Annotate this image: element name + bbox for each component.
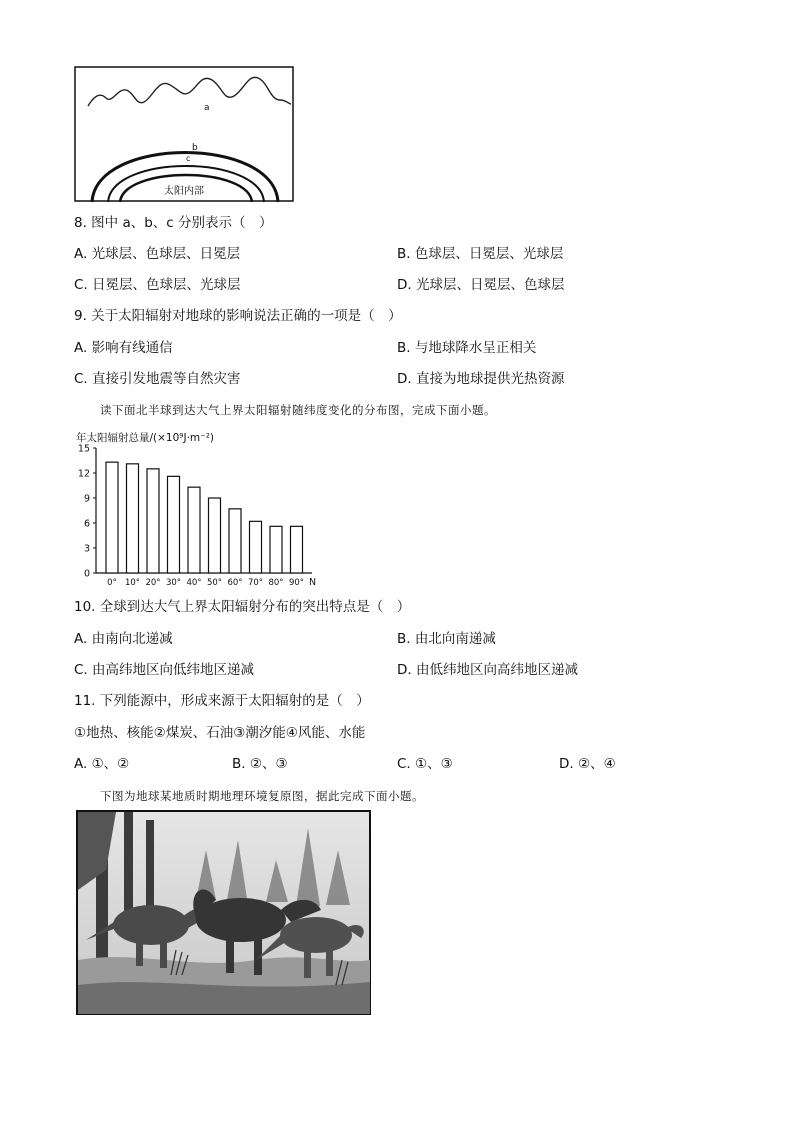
- q11-option-c[interactable]: C. ①、③: [397, 756, 453, 772]
- x-tick-label: 20°: [145, 578, 161, 588]
- x-tick-label: 0°: [107, 578, 117, 588]
- bar: [291, 526, 303, 573]
- y-tick-label: 3: [83, 543, 90, 555]
- question-10-stem: 10. 全球到达大气上界太阳辐射分布的突出特点是（ ）: [74, 599, 411, 615]
- q10-option-a[interactable]: A. 由南向北递减: [74, 631, 173, 647]
- q11-option-b[interactable]: B. ②、③: [232, 756, 288, 772]
- q9-option-a[interactable]: A. 影响有线通信: [74, 340, 173, 356]
- x-tick-label: 90°: [288, 578, 305, 588]
- y-tick-label: 12: [77, 468, 90, 480]
- q9-option-d[interactable]: D. 直接为地球提供光热资源: [397, 371, 565, 387]
- bar: [270, 526, 282, 573]
- q10-option-d[interactable]: D. 由低纬地区向高纬地区递减: [397, 662, 578, 678]
- q10-option-b[interactable]: B. 由北向南递减: [397, 631, 496, 647]
- chart-ylabel: 年太阳辐射总量/(×10⁹J·m⁻²): [76, 432, 215, 444]
- y-tick-label: 9: [83, 493, 90, 505]
- q8-option-b[interactable]: B. 色球层、日冕层、光球层: [397, 246, 564, 262]
- x-tick-label: 50°: [206, 578, 223, 588]
- q10-option-c[interactable]: C. 由高纬地区向低纬地区递减: [74, 662, 255, 678]
- bar: [147, 469, 159, 573]
- y-tick-label: 6: [83, 518, 90, 530]
- x-tick-label: 60°: [227, 578, 243, 588]
- label-a: a: [204, 103, 210, 113]
- bar: [229, 509, 241, 573]
- intro-illustration: 下图为地球某地质时期地理环境复原图，据此完成下面小题。: [100, 789, 424, 803]
- y-tick-label: 15: [77, 443, 90, 455]
- q9-option-c[interactable]: C. 直接引发地震等自然灾害: [74, 371, 241, 387]
- bar: [106, 462, 118, 573]
- question-11-stem: 11. 下列能源中，形成来源于太阳辐射的是（ ）: [74, 693, 370, 709]
- x-tick-label: 30°: [165, 578, 182, 588]
- bar: [188, 487, 200, 573]
- question-8-stem: 8. 图中 a、b、c 分别表示（ ）: [74, 215, 273, 231]
- q8-option-a[interactable]: A. 光球层、色球层、日冕层: [74, 246, 241, 262]
- q9-option-b[interactable]: B. 与地球降水呈正相关: [397, 340, 537, 356]
- x-tick-label: 80°: [268, 578, 284, 588]
- y-tick-label: 0: [83, 568, 90, 580]
- q8-option-c[interactable]: C. 日冕层、色球层、光球层: [74, 277, 241, 293]
- bar: [168, 476, 180, 573]
- radiation-bar-chart: [74, 428, 344, 588]
- bar: [127, 464, 139, 573]
- question-11-choices: ①地热、核能②煤炭、石油③潮汐能④风能、水能: [74, 725, 366, 741]
- x-axis-label: N: [309, 577, 317, 588]
- bar: [209, 498, 221, 573]
- label-b: b: [192, 143, 198, 153]
- intro-chart: 读下面北半球到达大气上界太阳辐射随纬度变化的分布图，完成下面小题。: [100, 403, 496, 417]
- label-interior: 太阳内部: [164, 186, 204, 197]
- x-tick-label: 10°: [124, 578, 141, 588]
- question-9-stem: 9. 关于太阳辐射对地球的影响说法正确的一项是（ ）: [74, 308, 402, 324]
- label-c: c: [186, 154, 191, 163]
- q8-option-d[interactable]: D. 光球层、日冕层、色球层: [397, 277, 565, 293]
- sun-layers-figure: [74, 66, 296, 204]
- q11-option-d[interactable]: D. ②、④: [559, 756, 616, 772]
- dinosaur-scene-illustration: [76, 810, 372, 1016]
- x-tick-label: 40°: [186, 578, 202, 588]
- bar: [250, 521, 262, 573]
- figure-frame: [75, 67, 293, 201]
- x-tick-label: 70°: [247, 578, 264, 588]
- q11-option-a[interactable]: A. ①、②: [74, 756, 130, 772]
